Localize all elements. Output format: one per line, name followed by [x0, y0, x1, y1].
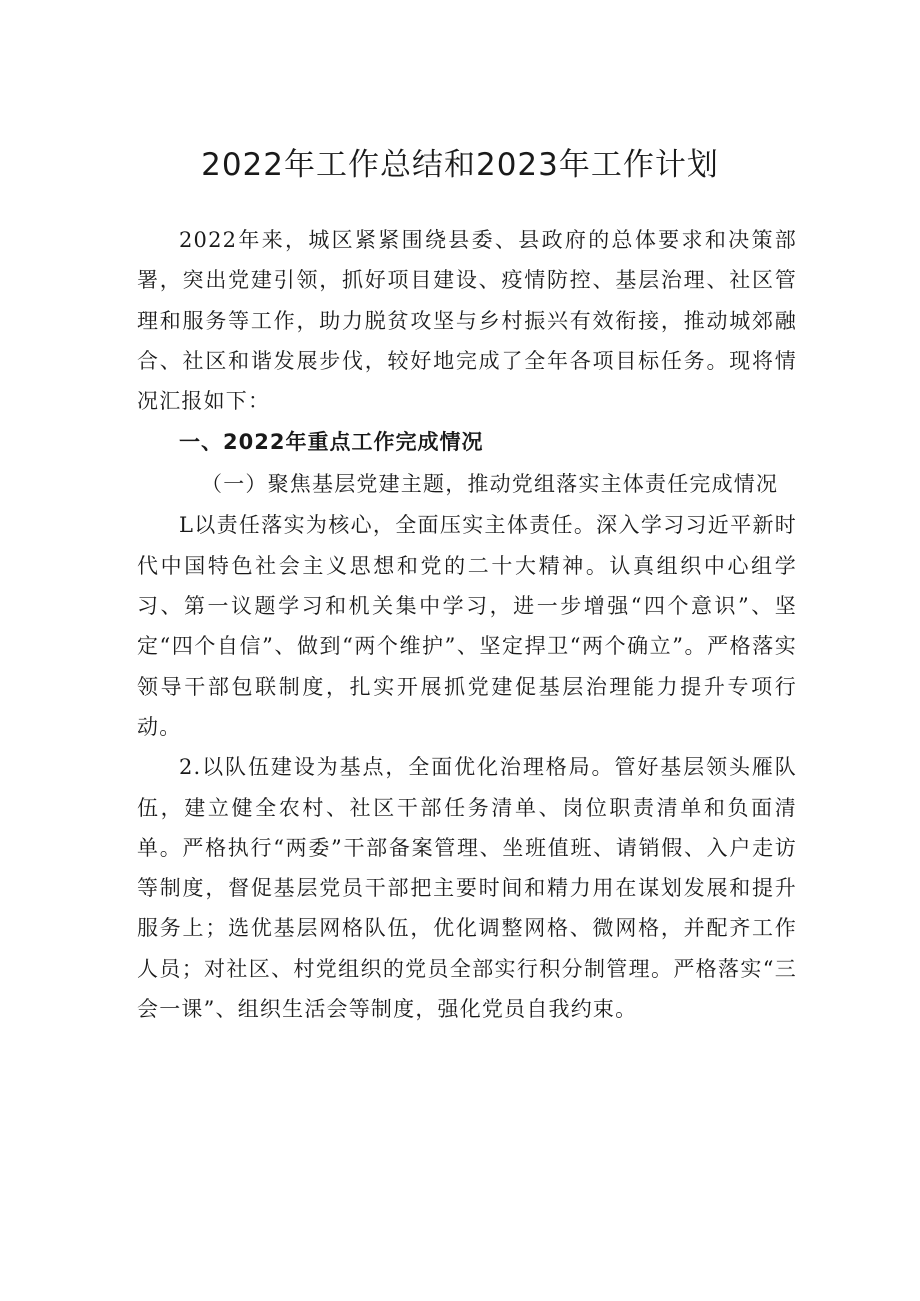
subsection-heading: （一）聚焦基层党建主题，推动党组落实主体责任完成情况: [201, 472, 779, 497]
intro-paragraph: 2022年来，城区紧紧围绕县委、县政府的总体要求和决策部署，突出党建引领，抓好项目建设、疫情防控、基层治理、社区管理和服务等工作，助力脱贫攻坚与乡村振兴有效衔接，推动城郊融合、社区和谐发展步伐，较好地完成了全年各项目标任务。现将情况汇报如下：: [137, 228, 797, 414]
item-paragraph-2: 2.以队伍建设为基点，全面优化治理格局。管好基层领头雁队伍，建立健全农村、社区干部任务清单、岗位职责清单和负面清单。严格执行“两委”干部备案管理、坐班值班、请销假、入户走访等制度，督促基层党员干部把主要时间和精力用在谋划发展和提升服务上；选优基层网格队伍，优化调整网格、微网格，并配齐工作人员；对社区、村党组织的党员全部实行积分制管理。严格落实“三会一课”、组织生活会等制度，强化党员自我约束。: [137, 755, 797, 1022]
item-paragraph-1: L以责任落实为核心，全面压实主体责任。深入学习习近平新时代中国特色社会主义思想和党的二十大精神。认真组织中心组学习、第一议题学习和机关集中学习，进一步增强“四个意识”、坚定“四个自信”、做到“两个维护”、坚定捍卫“两个确立”。严格落实领导干部包联制度，扎实开展抓党建促基层治理能力提升专项行动。: [137, 513, 797, 739]
document-body: [137, 220, 797, 1029]
section-heading: 一、2022年重点工作完成情况: [179, 430, 484, 455]
document-title: 2022年工作总结和2023年工作计划: [201, 147, 719, 183]
